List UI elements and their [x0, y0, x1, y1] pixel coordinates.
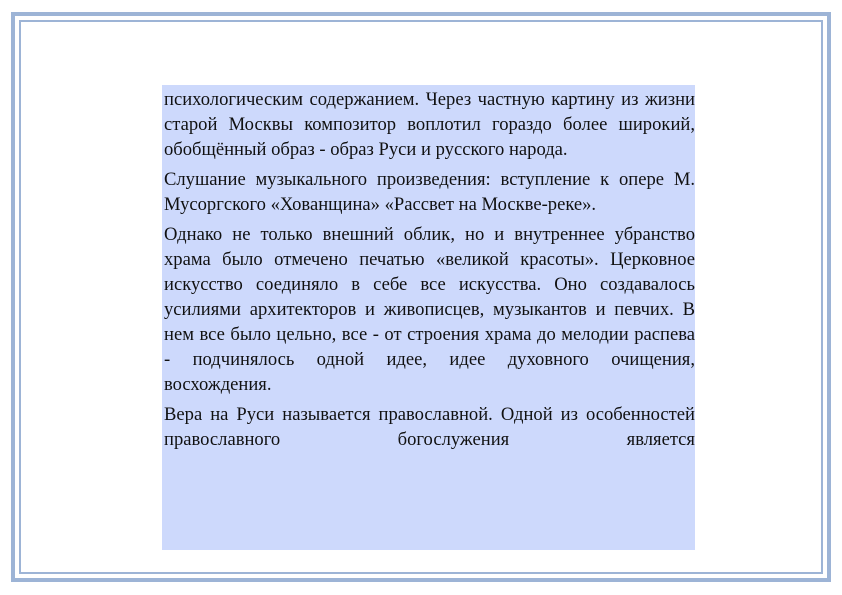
paragraph-3: Однако не только внешний облик, но и внутреннее убранство храма было отмечено печатью «великой красоты». Церковное искусство соединяло в себе все искусства. Оно создавалось усилиями архитекторов и живописцев, музыкантов и певчих. В нем все было цельно, все - от строения храма до мелодии распева - подчинялось одной идее, идее духовного очищения, восхождения.	[164, 224, 695, 395]
paragraph-2: Слушание музыкального произведения: вступление к опере М. Мусоргского «Хованщина» «Рассвет на Москве-реке».	[164, 169, 695, 215]
highlighted-text-block	[162, 85, 695, 550]
paragraph-1: психологическим содержанием. Через частную картину из жизни старой Москвы композитор воплотил гораздо более широкий, обобщённый образ - образ Руси и русского народа.	[164, 89, 695, 160]
paragraph-4: Вера на Руси называется православной. Одной из особенностей православного богослужения является	[164, 404, 695, 450]
